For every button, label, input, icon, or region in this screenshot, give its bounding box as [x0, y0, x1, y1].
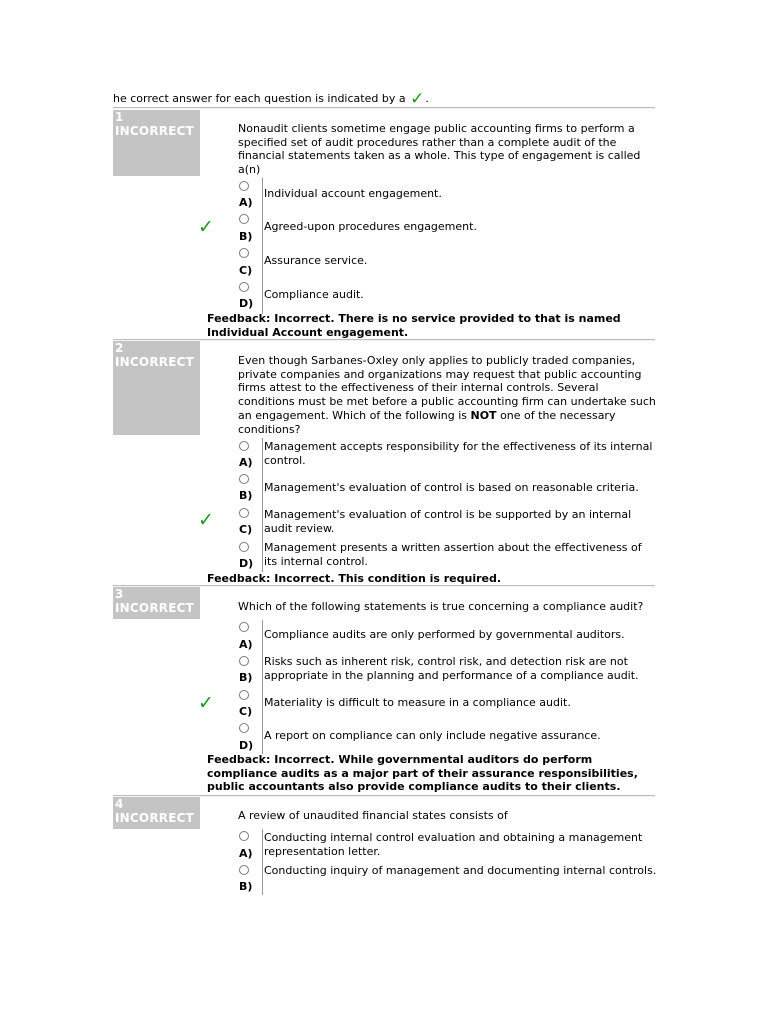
check-icon: ✓: [198, 692, 214, 714]
feedback-text: Feedback: Incorrect. While governmental auditors do perform compliance audits as a major part of their assurance responsibilities, public accountants also provide compliance audits to their clients.: [207, 753, 638, 794]
option-letter: A): [239, 456, 253, 469]
question-text: [238, 354, 656, 436]
option-text[interactable]: Management presents a written assertion about the effectiveness of its internal control.: [264, 541, 642, 568]
radio-button[interactable]: [239, 441, 249, 451]
question-text-part: Even though Sarbanes-Oxley only applies to publicly traded companies, private companies and organizations may request that public accounting firms attest to the effectiveness of their internal controls. Several conditions must be met before a public accounting firm can undertake such an engagement. Which of the following is: [238, 354, 656, 422]
question-status-box: [113, 797, 200, 829]
option-letter: C): [239, 523, 253, 536]
option-letter: C): [239, 705, 253, 718]
question-status: INCORRECT: [115, 811, 194, 825]
question-status-box: [113, 341, 200, 435]
option-text[interactable]: Conducting internal control evaluation and obtaining a management representation letter.: [264, 831, 643, 858]
radio-button[interactable]: [239, 831, 249, 841]
option-text[interactable]: A report on compliance can only include negative assurance.: [264, 729, 601, 742]
instructions-text: he correct answer for each question is indicated by a: [113, 92, 406, 105]
question-status: INCORRECT: [115, 601, 194, 615]
question-text: Nonaudit clients sometime engage public accounting firms to perform a specified set of audit procedures rather than a complete audit of the financial statements taken as a whole. This type of engagement is called a(n): [238, 122, 641, 177]
radio-button[interactable]: [239, 723, 249, 733]
question-status-box: [113, 110, 200, 176]
question-number: 2: [115, 341, 124, 355]
option-text[interactable]: Compliance audits are only performed by governmental auditors.: [264, 628, 625, 641]
option-letter: B): [239, 489, 253, 502]
option-letter: A): [239, 847, 253, 860]
radio-button[interactable]: [239, 690, 249, 700]
option-text[interactable]: Agreed-upon procedures engagement.: [264, 220, 477, 233]
radio-button[interactable]: [239, 214, 249, 224]
option-letter: A): [239, 196, 253, 209]
option-text[interactable]: Assurance service.: [264, 254, 368, 267]
check-icon: ✓: [410, 89, 425, 109]
options-divider: [262, 178, 263, 314]
check-icon: ✓: [198, 509, 214, 531]
options-divider: [262, 620, 263, 754]
feedback-text: Feedback: Incorrect. This condition is required.: [207, 572, 502, 585]
option-letter: B): [239, 671, 253, 684]
option-text[interactable]: Compliance audit.: [264, 288, 364, 301]
radio-button[interactable]: [239, 181, 249, 191]
option-text[interactable]: Materiality is difficult to measure in a compliance audit.: [264, 696, 571, 709]
option-text[interactable]: Conducting inquiry of management and documenting internal controls.: [264, 864, 657, 877]
question-text: A review of unaudited financial states consists of: [238, 809, 508, 822]
question-text: Which of the following statements is true concerning a compliance audit?: [238, 600, 644, 613]
question-status: INCORRECT: [115, 124, 194, 138]
options-divider: [262, 438, 263, 572]
question-status: INCORRECT: [115, 355, 194, 369]
option-text[interactable]: Risks such as inherent risk, control risk, and detection risk are not appropriate in the planning and performance of a compliance audit.: [264, 655, 639, 682]
option-letter: D): [239, 297, 254, 310]
feedback-text: Feedback: Incorrect. There is no service provided to that is named Individual Account engagement.: [207, 312, 621, 339]
instructions: [113, 89, 429, 109]
option-text[interactable]: Management's evaluation of control is based on reasonable criteria.: [264, 481, 639, 494]
radio-button[interactable]: [239, 282, 249, 292]
question-status-box: [113, 587, 200, 619]
question-text-part: one of the necessary conditions?: [238, 408, 616, 436]
radio-button[interactable]: [239, 622, 249, 632]
option-letter: B): [239, 880, 253, 893]
radio-button[interactable]: [239, 474, 249, 484]
divider: [113, 107, 655, 109]
option-letter: D): [239, 739, 254, 752]
option-text[interactable]: Individual account engagement.: [264, 187, 442, 200]
option-text[interactable]: Management accepts responsibility for the effectiveness of its internal control.: [264, 440, 653, 467]
question-emphasis: NOT: [470, 408, 497, 422]
options-divider: [262, 829, 263, 895]
option-letter: A): [239, 638, 253, 651]
instructions-period: .: [425, 92, 429, 105]
radio-button[interactable]: [239, 508, 249, 518]
option-letter: B): [239, 230, 253, 243]
radio-button[interactable]: [239, 865, 249, 875]
option-text[interactable]: Management's evaluation of control is be supported by an internal audit review.: [264, 508, 632, 535]
question-number: 1: [115, 110, 124, 124]
radio-button[interactable]: [239, 542, 249, 552]
question-number: 4: [115, 797, 124, 811]
question-number: 3: [115, 587, 124, 601]
option-letter: D): [239, 557, 254, 570]
radio-button[interactable]: [239, 656, 249, 666]
check-icon: ✓: [198, 216, 214, 238]
option-letter: C): [239, 264, 253, 277]
radio-button[interactable]: [239, 248, 249, 258]
